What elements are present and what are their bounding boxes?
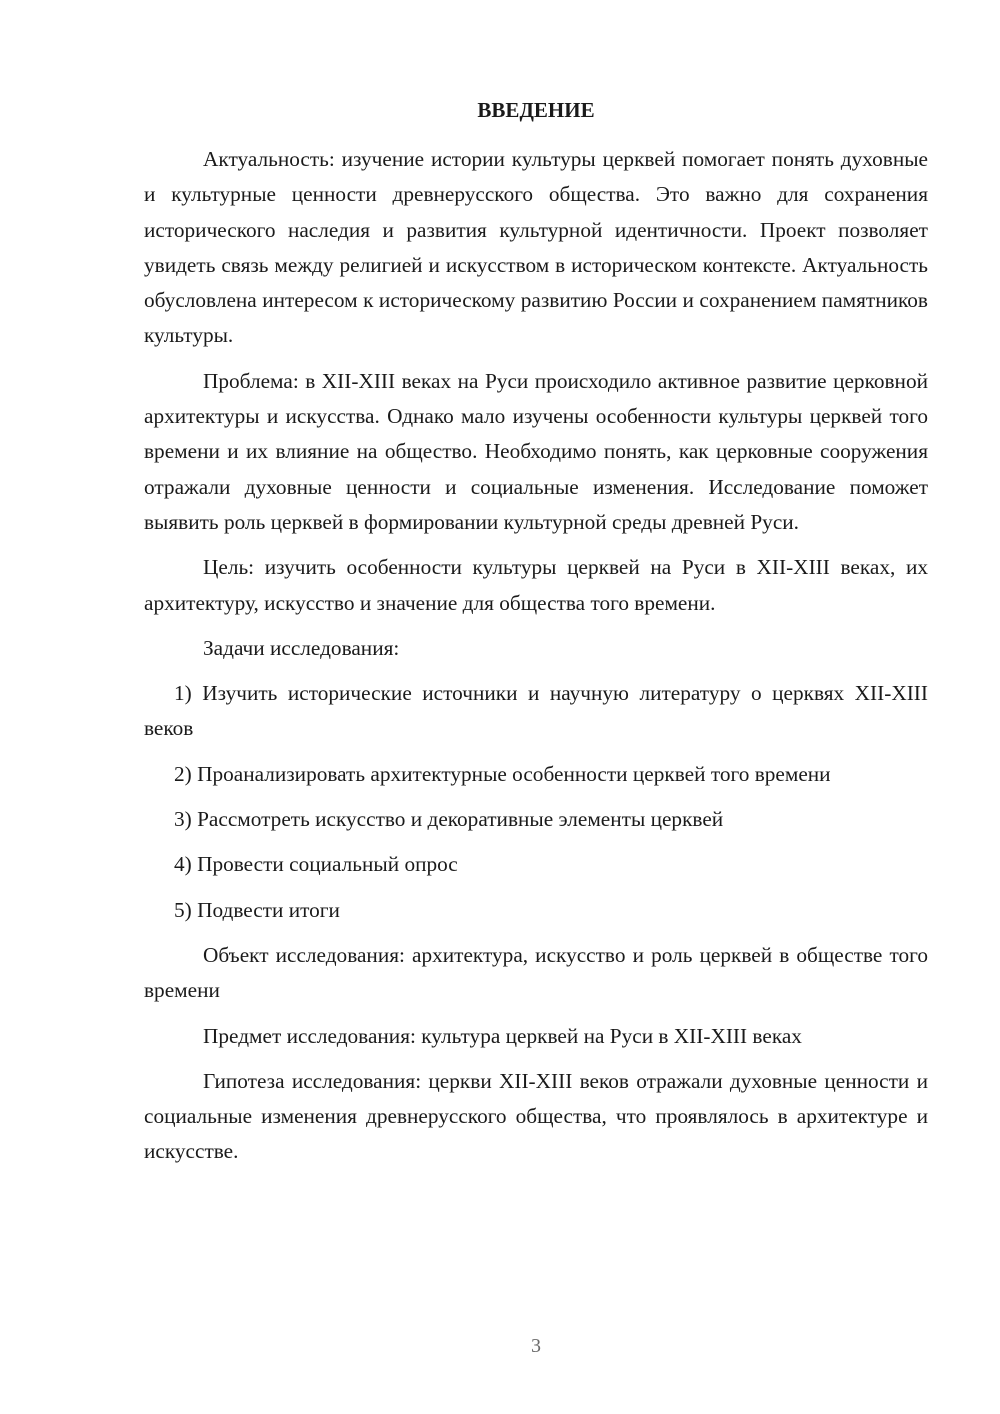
hypothesis-paragraph: Гипотеза исследования: церкви XII-XIII веков отражали духовные ценности и социальные изменения древнерусского общества, что проявлялось в архитектуре и искусстве. [144,1068,928,1164]
task-item: 1) Изучить исторические источники и научную литературу о церквях XII-XIII веков [144,681,928,741]
goal-paragraph: Цель: изучить особенности культуры церквей на Руси в XII-XIII веках, их архитектуру, искусство и значение для общества того времени. [144,555,928,615]
task-item: 3) Рассмотреть искусство и декоративные элементы церквей [174,807,724,832]
object-paragraph: Объект исследования: архитектура, искусство и роль церквей в обществе того времени [144,942,928,1003]
problem-paragraph: Проблема: в XII-XIII веках на Руси происходило активное развитие церковной архитектуры и искусства. Однако мало изучены особенности культуры церквей того времени и их влияние на общество. Необходимо понять, как церковные сооружения отражали духовные ценности и социальные изменения. Исследование поможет выявить роль церквей в формировании культурной среды древней Руси. [144,368,928,534]
task-item: 4) Провести социальный опрос [174,852,458,877]
document-body [144,142,928,1180]
page-title: ВВЕДЕНИЕ [477,98,595,122]
relevance-paragraph: Актуальность: изучение истории культуры церквей помогает понять духовные и культурные ценности древнерусского общества. Это важно для сохранения исторического наследия и развития культурной идентичности. Проект позволяет увидеть связь между религией и искусством в историческом контексте. Актуальность обусловлена интересом к историческому развитию России и сохранением памятников культуры. [144,147,928,348]
subject-paragraph: Предмет исследования: культура церквей на Руси в XII-XIII веках [203,1023,802,1048]
tasks-heading: Задачи исследования: [203,635,400,660]
task-item: 2) Проанализировать архитектурные особенности церквей того времени [174,761,831,786]
task-item: 5) Подвести итоги [174,897,340,922]
page-number: 3 [531,1335,541,1357]
